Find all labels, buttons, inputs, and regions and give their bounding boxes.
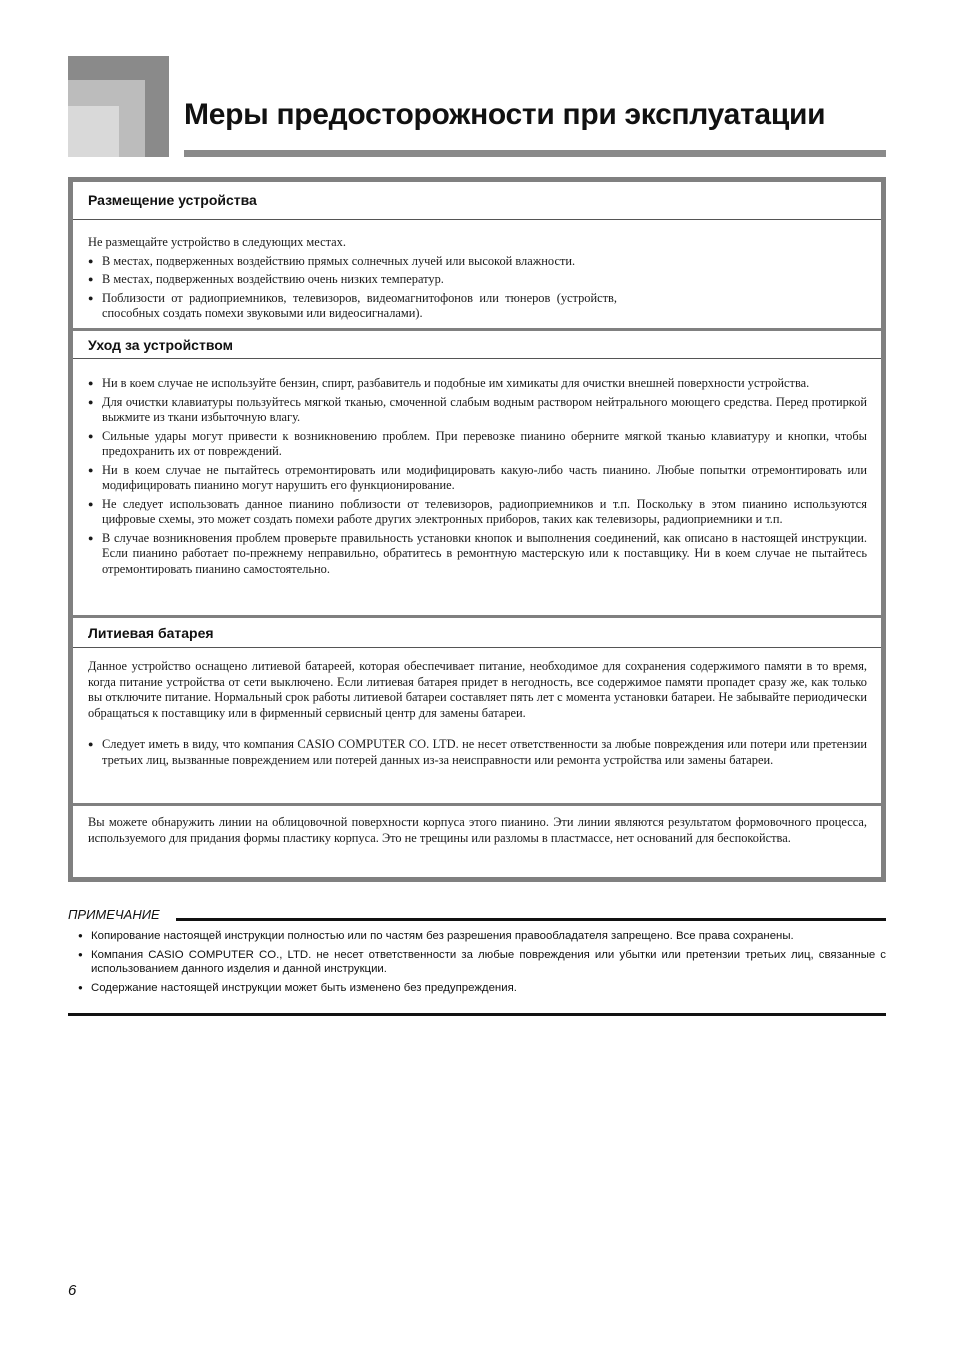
section-heading-care: Уход за устройством	[73, 331, 881, 359]
list-item: ● Компания CASIO COMPUTER CO., LTD. не несет ответственности за любые повреждения или убытки или претензии третьих лиц, связанные с использованием данного изделия и данной инструкции.	[78, 948, 886, 976]
page-number: 6	[68, 1282, 77, 1299]
section-body-care	[73, 359, 881, 615]
section-heading-battery: Литиевая батарея	[73, 618, 881, 648]
placement-list	[88, 254, 867, 322]
placement-intro: Не размещайте устройство в следующих местах.	[88, 235, 346, 249]
care-list	[88, 376, 867, 577]
page-title: Меры предосторожности при эксплуатации	[184, 98, 826, 131]
note-list	[78, 929, 886, 1000]
section-body-surface	[73, 806, 881, 880]
list-item: ● Копирование настоящей инструкции полностью или по частям без разрешения правообладателя запрещено. Все права сохранены.	[78, 929, 886, 943]
list-item: ● Для очистки клавиатуры пользуйтесь мягкой тканью, смоченной слабым водным раствором нейтрального моющего средства. Перед протиркой выжмите из ткани избыточную влагу.	[88, 395, 867, 426]
list-item: ● Ни в коем случае не используйте бензин, спирт, разбавитель и подобные им химикаты для очистки внешней поверхности устройства.	[88, 376, 867, 392]
section-body-battery	[73, 648, 881, 803]
surface-paragraph: Вы можете обнаружить линии на облицовочной поверхности корпуса этого пианино. Эти линии являются результатом формовочного процесса, используемого для придания формы пластику корпуса. Это не трещины или разломы в пластмассе, нет оснований для беспокойства.	[88, 815, 867, 845]
header-decoration-inner	[68, 106, 119, 157]
list-item: ● Не следует использовать данное пианино поблизости от телевизоров, радиоприемников и т.п. Поскольку в этом пианино используются цифровые схемы, это может создать помехи работе других электронных приборов, таких как телевизоры, радиоприемники и т.п.	[88, 497, 867, 528]
list-item: ● Содержание настоящей инструкции может быть изменено без предупреждения.	[78, 981, 886, 995]
list-item: ● Поблизости от радиоприемников, телевизоров, видеомагнитофонов или тюнеров (устройств, способных создать помехи звуковыми или видеосигналами).	[88, 291, 867, 322]
section-body-placement	[73, 220, 881, 328]
header-decoration	[68, 56, 169, 157]
section-heading-placement: Размещение устройства	[73, 182, 881, 220]
title-underline	[184, 150, 886, 157]
list-item: ● Ни в коем случае не пытайтесь отремонтировать или модифицировать какую-либо часть пианино. Любые попытки отремонтировать или модифицировать пианино могут нарушить его функционирование.	[88, 463, 867, 494]
precautions-box	[68, 177, 886, 882]
note-rule-bottom	[68, 1013, 886, 1016]
note-label: ПРИМЕЧАНИЕ	[68, 907, 160, 922]
battery-paragraph: Данное устройство оснащено литиевой батареей, которая обеспечивает питание, необходимое для сохранения содержимого памяти в то время, когда питание устройства от сети выключено. Если литиевая батарея придет в негодность, все содержимое памяти пропадет сразу же, как только вы отключите питание. Нормальный срок работы литиевой батареи составляет пять лет с момента установки батареи. Не забывайте периодически обращаться к поставщику или в фирменный сервисный центр для замены батареи.	[88, 659, 867, 720]
list-item: ● В случае возникновения проблем проверьте правильность установки кнопок и выполнения соединений, как описано в настоящей инструкции. Если пианино работает по-прежнему неправильно, обратитесь в ремонтную мастерскую или к поставщику. Ни в коем случае не пытайтесь отремонтировать пианино самостоятельно.	[88, 531, 867, 578]
battery-list	[88, 737, 867, 768]
list-item: ● Сильные удары могут привести к возникновению проблем. При перевозке пианино оберните мягкой тканью клавиатуру и кнопки, чтобы предохранить их от повреждений.	[88, 429, 867, 460]
note-rule-top	[176, 918, 886, 921]
list-item: ● Следует иметь в виду, что компания CASIO COMPUTER CO. LTD. не несет ответственности за любые повреждения или потери или претензии третьих лиц, вызванные повреждением или потерей данных из-за неисправности или ремонта устройства или замены батареи.	[88, 737, 867, 768]
list-item: ● В местах, подверженных воздействию прямых солнечных лучей или высокой влажности.	[88, 254, 867, 270]
list-item: ● В местах, подверженных воздействию очень низких температур.	[88, 272, 867, 288]
